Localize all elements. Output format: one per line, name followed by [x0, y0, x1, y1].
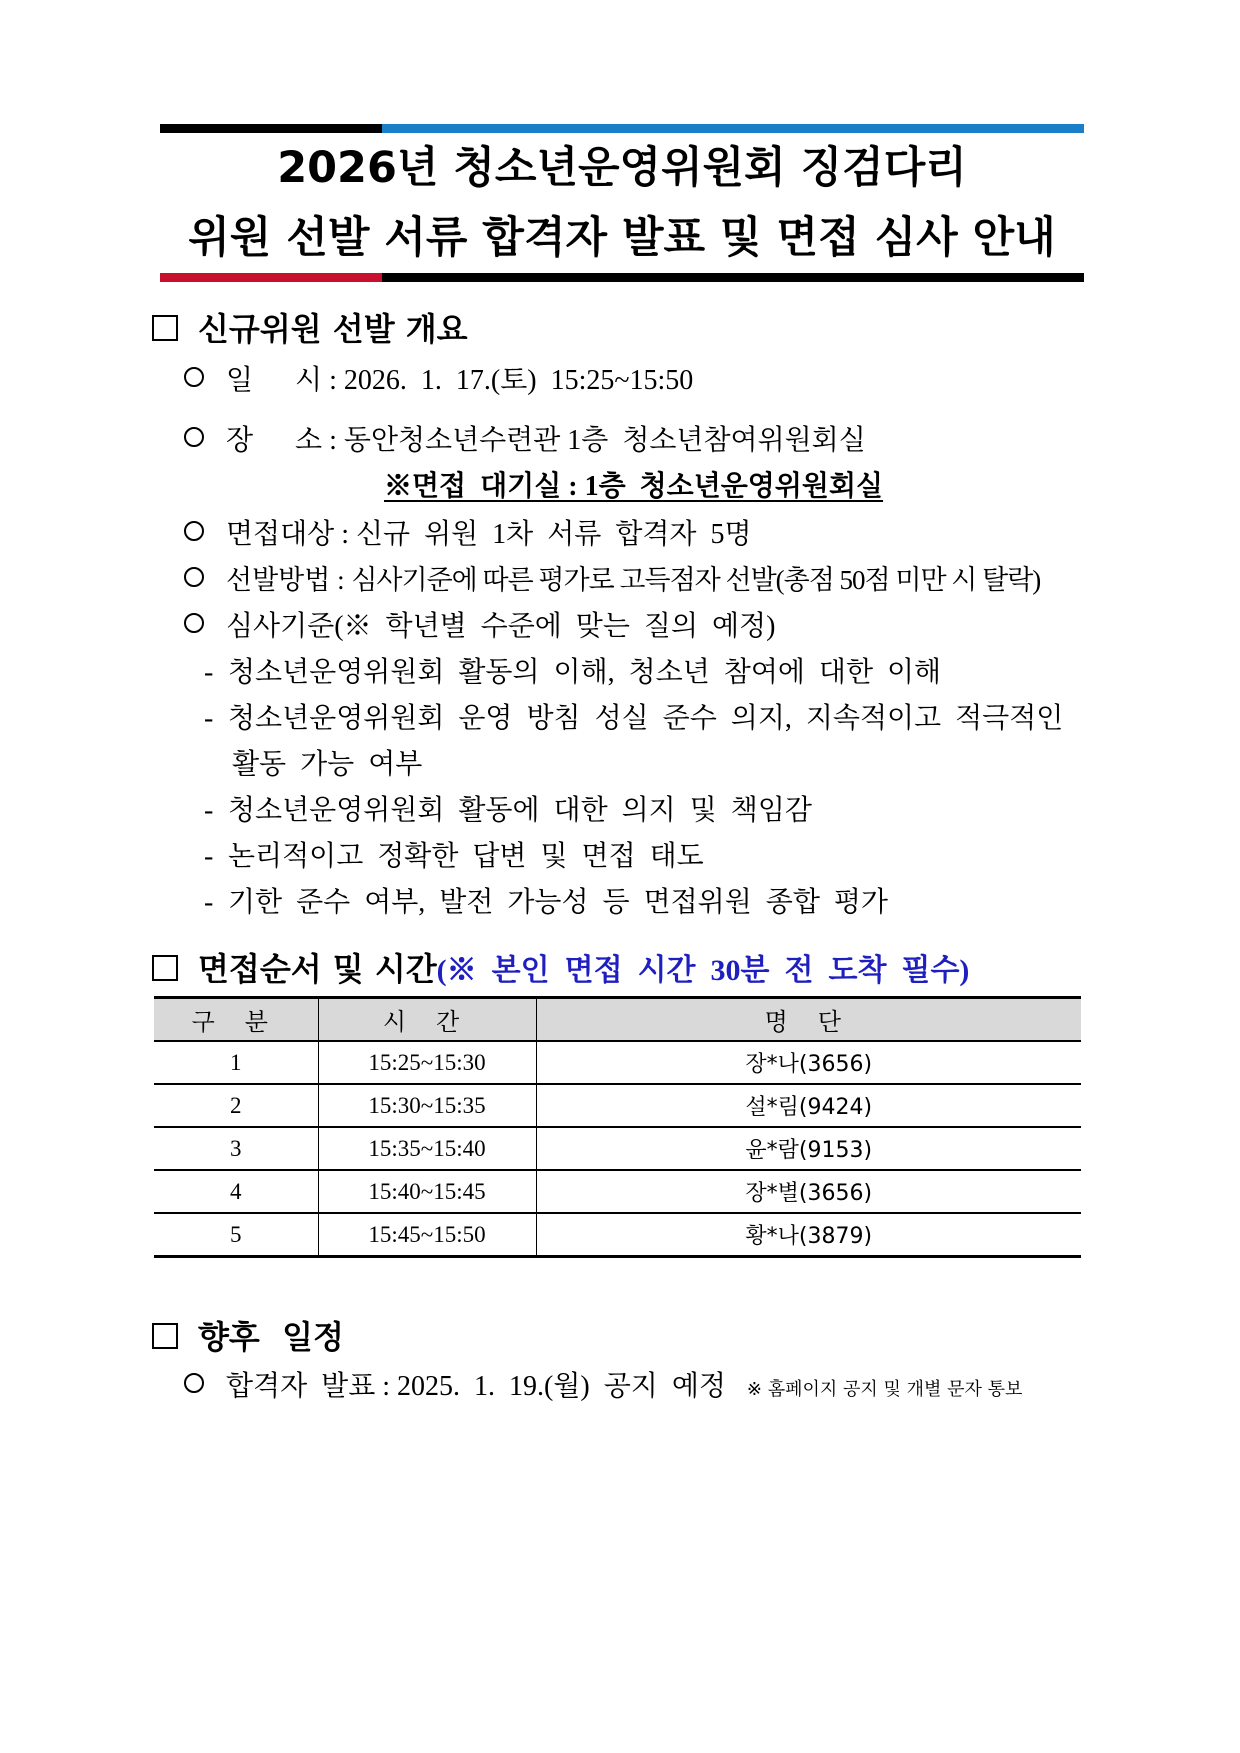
row-time: 15:30~15:35 [318, 1084, 536, 1127]
row-name: 장*나(3656) [536, 1041, 1081, 1084]
circle-bullet-icon [184, 521, 204, 541]
circle-bullet-icon [184, 1373, 204, 1393]
table-row [154, 1084, 1081, 1127]
criteria-item: - 기한 준수 여부, 발전 가능성 등 면접위원 종합 평가 [204, 887, 888, 918]
circle-bullet-icon [184, 427, 204, 447]
row-name: 황*나(3879) [536, 1213, 1081, 1257]
title-bottom-bar [160, 273, 1084, 282]
table-row [154, 1041, 1081, 1084]
target-line: 면접대상 : 신규 위원 1차 서류 합격자 5명 [184, 512, 752, 552]
row-number: 1 [154, 1041, 318, 1084]
title-line-2: 위원 선발 서류 합격자 발표 및 면접 심사 안내 [188, 213, 1056, 263]
title-line-1: 2026년 청소년운영위원회 징검다리 [277, 143, 967, 193]
table-header-row [154, 998, 1081, 1042]
circle-bullet-icon [184, 613, 204, 633]
table-row [154, 1213, 1081, 1257]
section-upcoming-heading: 향후 일정 [152, 1312, 344, 1358]
criteria-line: 심사기준(※ 학년별 수준에 맞는 질의 예정) [184, 604, 775, 644]
row-time: 15:35~15:40 [318, 1127, 536, 1170]
circle-bullet-icon [184, 367, 204, 387]
checkbox-square-icon [152, 315, 178, 341]
interview-schedule-table [154, 996, 1081, 1258]
row-number: 4 [154, 1170, 318, 1213]
waiting-room-note: ※면접 대기실 : 1층 청소년운영위원회실 [384, 471, 884, 502]
criteria-item: - 논리적이고 정확한 답변 및 면접 태도 [204, 841, 704, 872]
column-header-time: 시 간 [318, 998, 536, 1042]
table-row [154, 1127, 1081, 1170]
place-line: 장 소 : 동안청소년수련관 1층 청소년참여위원회실 [184, 418, 866, 458]
criteria-item-continued: 활동 가능 여부 [232, 749, 423, 780]
row-time: 15:40~15:45 [318, 1170, 536, 1213]
criteria-item: - 청소년운영위원회 운영 방침 성실 준수 의지, 지속적이고 적극적인 [204, 703, 1064, 734]
row-name: 윤*람(9153) [536, 1127, 1081, 1170]
method-line: 선발방법 : 심사기준에 따른 평가로 고득점자 선발(총점 50점 미만 시 탈락) [184, 558, 1040, 597]
row-number: 5 [154, 1213, 318, 1257]
section-overview-heading: 신규위원 선발 개요 [152, 304, 468, 350]
row-name: 장*별(3656) [536, 1170, 1081, 1213]
date-line: 일 시 : 2026. 1. 17.(토) 15:25~15:50 [184, 358, 693, 398]
checkbox-square-icon [152, 955, 178, 981]
row-name: 설*림(9424) [536, 1084, 1081, 1127]
arrival-note: (※ 본인 면접 시간 30분 전 도착 필수) [436, 954, 970, 987]
row-number: 2 [154, 1084, 318, 1127]
section-schedule-heading: 면접순서 및 시간(※ 본인 면접 시간 30분 전 도착 필수) [152, 944, 969, 990]
announcement-note: ※ 홈페이지 공지 및 개별 문자 통보 [746, 1379, 1023, 1400]
criteria-item: - 청소년운영위원회 활동에 대한 의지 및 책임감 [204, 795, 812, 826]
title-top-bar [160, 124, 1084, 133]
announcement-line: 합격자 발표 : 2025. 1. 19.(월) 공지 예정 ※ 홈페이지 공지 및 개별 문자 통보 [184, 1364, 1022, 1404]
criteria-item: - 청소년운영위원회 활동의 이해, 청소년 참여에 대한 이해 [204, 657, 942, 688]
column-header-division: 구 분 [154, 998, 318, 1042]
row-number: 3 [154, 1127, 318, 1170]
column-header-names: 명 단 [536, 998, 1081, 1042]
checkbox-square-icon [152, 1323, 178, 1349]
circle-bullet-icon [184, 567, 204, 587]
row-time: 15:45~15:50 [318, 1213, 536, 1257]
table-row [154, 1170, 1081, 1213]
title-block [160, 124, 1084, 282]
row-time: 15:25~15:30 [318, 1041, 536, 1084]
